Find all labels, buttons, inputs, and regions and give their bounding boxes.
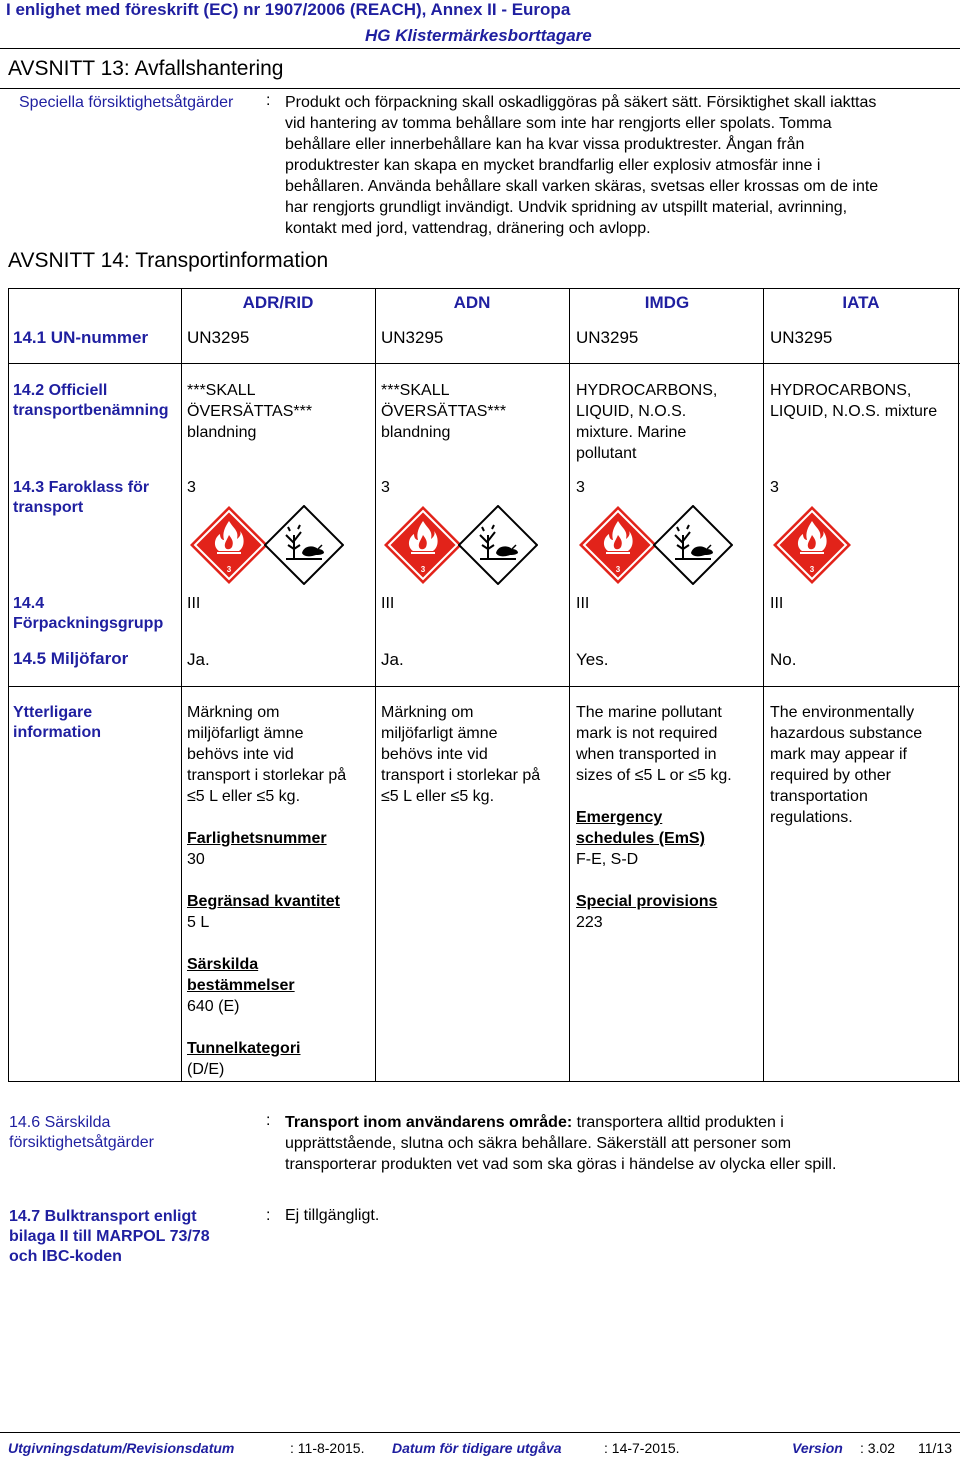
text-line: upprättstående, slutna och säkra behållare. Säkerställ att personer som bbox=[285, 1135, 792, 1152]
section-14-6-colon: : bbox=[266, 1112, 271, 1129]
header-divider bbox=[0, 48, 960, 49]
text-line: required by other bbox=[770, 767, 891, 784]
text-line: behövs inte vid bbox=[381, 746, 488, 763]
env-hazard-adn: Ja. bbox=[381, 650, 404, 669]
text-line: produktrester kan skapa en mycket brandfarlig eller explosiv atmosfär inne i bbox=[285, 157, 821, 174]
additional-info-adn bbox=[381, 702, 566, 807]
text-line bbox=[285, 1112, 955, 1133]
label-line: 14.2 Officiell bbox=[13, 382, 108, 399]
text-line: sizes of ≤5 L or ≤5 kg. bbox=[576, 767, 732, 784]
footer-version-label: Version bbox=[792, 1440, 843, 1456]
hazard-class-adn: 3 bbox=[381, 479, 390, 496]
text-line: ≤5 L eller ≤5 kg. bbox=[187, 788, 301, 805]
text-line: The environmentally bbox=[770, 704, 915, 721]
imdg-special-provisions-label: Special provisions bbox=[576, 893, 718, 910]
hazard-class-imdg: 3 bbox=[576, 479, 585, 496]
row-label-shipping-name bbox=[13, 381, 169, 421]
env-hazard-iata: No. bbox=[770, 650, 797, 669]
text-line: mixture. Marine bbox=[576, 424, 687, 441]
text-line: transporterar produkten vet vad som ska göras i händelse av olycka eller spill. bbox=[285, 1156, 837, 1173]
text-line: blandning bbox=[381, 424, 451, 441]
text-line: ÖVERSÄTTAS*** bbox=[381, 403, 507, 420]
table-col-divider bbox=[181, 288, 182, 1081]
footer-divider bbox=[0, 1432, 960, 1433]
row-label-hazard-class bbox=[13, 478, 149, 518]
label-line: transport bbox=[13, 499, 84, 516]
table-top-border bbox=[8, 288, 960, 289]
section-14-6-label bbox=[9, 1113, 154, 1153]
section-13-label: Speciella försiktighetsåtgärder bbox=[19, 94, 234, 111]
text-line: regulations. bbox=[770, 809, 853, 826]
packing-group-adr: III bbox=[187, 595, 201, 612]
text-line: behövs inte vid bbox=[187, 746, 294, 763]
flammable-liquid-pictogram bbox=[189, 505, 269, 585]
hazard-class-iata: 3 bbox=[770, 479, 779, 496]
hazard-number-label: Farlighetsnummer bbox=[187, 830, 327, 847]
text-line: behållaren. Använda behållare skall varken skäras, svetsas eller krossas om de inte bbox=[285, 178, 879, 195]
tunnel-category-label: Tunnelkategori bbox=[187, 1040, 301, 1057]
ems-value: F-E, S-D bbox=[576, 851, 639, 868]
label-line: försiktighetsåtgärder bbox=[9, 1134, 154, 1151]
section-14-7-value: Ej tillgängligt. bbox=[285, 1207, 380, 1224]
text-line: Produkt och förpackning skall oskadliggöras på säkert sätt. Försiktighet skall iakttas bbox=[285, 94, 877, 111]
document-header-title: I enlighet med föreskrift (EC) nr 1907/2006 (REACH), Annex II - Europa bbox=[6, 0, 571, 19]
limited-quantity-value: 5 L bbox=[187, 914, 210, 931]
environment-hazard-pictogram bbox=[264, 505, 344, 585]
ems-label: Emergency bbox=[576, 809, 663, 826]
packing-group-imdg: III bbox=[576, 595, 590, 612]
label-line: 14.3 Faroklass för bbox=[13, 479, 150, 496]
tunnel-category-value: (D/E) bbox=[187, 1061, 225, 1078]
table-row-divider bbox=[8, 686, 960, 687]
additional-info-iata bbox=[770, 702, 955, 828]
env-hazard-adr: Ja. bbox=[187, 650, 210, 669]
column-header-adr: ADR/RID bbox=[242, 293, 314, 312]
label-line: transportbenämning bbox=[13, 402, 169, 419]
text-line: transportation bbox=[770, 788, 868, 805]
product-name: HG Klistermärkesborttagare bbox=[365, 26, 592, 45]
additional-info-adr bbox=[187, 702, 372, 1080]
text-line: ***SKALL bbox=[187, 382, 256, 399]
un-number-imdg: UN3295 bbox=[576, 328, 639, 347]
env-hazard-imdg: Yes. bbox=[576, 650, 609, 669]
section-13-colon: : bbox=[266, 92, 271, 109]
special-provisions-label: bestämmelser bbox=[187, 977, 295, 994]
row-label-additional-info bbox=[13, 703, 101, 743]
label-line: 14.7 Bulktransport enligt bbox=[9, 1208, 197, 1225]
imdg-special-provisions-value: 223 bbox=[576, 914, 603, 931]
text-line: The marine pollutant bbox=[576, 704, 722, 721]
label-line: bilaga II till MARPOL 73/78 bbox=[9, 1228, 210, 1245]
table-bottom-border bbox=[8, 1081, 960, 1082]
text-line: ***SKALL bbox=[381, 382, 450, 399]
text-line: HYDROCARBONS, bbox=[770, 382, 912, 399]
table-col-divider bbox=[375, 288, 376, 1081]
footer-page-number: 11/13 bbox=[918, 1440, 952, 1456]
table-col-divider bbox=[763, 288, 764, 1081]
flammable-liquid-pictogram bbox=[578, 505, 658, 585]
text-line: ÖVERSÄTTAS*** bbox=[187, 403, 313, 420]
column-header-imdg: IMDG bbox=[644, 293, 690, 312]
packing-group-adn: III bbox=[381, 595, 395, 612]
packing-group-iata: III bbox=[770, 595, 784, 612]
text-line: blandning bbox=[187, 424, 257, 441]
text-line: pollutant bbox=[576, 445, 637, 462]
shipping-name-adn bbox=[381, 380, 506, 443]
table-left-border bbox=[8, 288, 9, 1081]
section-14-6-text bbox=[285, 1112, 955, 1175]
text-line: mark may appear if bbox=[770, 746, 907, 763]
column-header-adn: ADN bbox=[453, 293, 491, 312]
section-13-title: AVSNITT 13: Avfallshantering bbox=[8, 57, 284, 80]
text-line: HYDROCARBONS, bbox=[576, 382, 718, 399]
label-line: och IBC-koden bbox=[9, 1248, 122, 1265]
bold-text: Transport inom användarens område: bbox=[285, 1114, 573, 1131]
text-line: behållare eller innerbehållare kan ha kvar vissa produktrester. Ångan från bbox=[285, 136, 805, 153]
table-col-divider bbox=[569, 288, 570, 1081]
label-line: information bbox=[13, 724, 101, 741]
text-line: miljöfarligt ämne bbox=[381, 725, 498, 742]
hazard-class-adr: 3 bbox=[187, 479, 196, 496]
text-line: Märkning om bbox=[381, 704, 474, 721]
limited-quantity-label: Begränsad kvantitet bbox=[187, 893, 340, 910]
label-line: Ytterligare bbox=[13, 704, 93, 721]
text-line: Märkning om bbox=[187, 704, 280, 721]
section-13-divider bbox=[0, 88, 960, 89]
shipping-name-adr bbox=[187, 380, 312, 443]
section-14-7-label bbox=[9, 1207, 210, 1267]
un-number-adn: UN3295 bbox=[381, 328, 444, 347]
footer-previous-value: : 14-7-2015. bbox=[604, 1440, 680, 1456]
shipping-name-imdg bbox=[576, 380, 717, 464]
footer-previous-label: Datum för tidigare utgåva bbox=[392, 1440, 562, 1456]
label-line: 14.6 Särskilda bbox=[9, 1114, 111, 1131]
special-provisions-label: Särskilda bbox=[187, 956, 259, 973]
text-line: LIQUID, N.O.S. mixture bbox=[770, 403, 938, 420]
text-line: transport i storlekar på bbox=[187, 767, 347, 784]
marine-pollutant-pictogram bbox=[653, 505, 733, 585]
text-line: mark is not required bbox=[576, 725, 718, 742]
footer-revision-value: : 11-8-2015. bbox=[290, 1440, 365, 1456]
section-13-text bbox=[285, 92, 955, 239]
shipping-name-iata bbox=[770, 380, 937, 422]
un-number-iata: UN3295 bbox=[770, 328, 833, 347]
footer-revision-label: Utgivningsdatum/Revisionsdatum bbox=[8, 1440, 235, 1456]
table-right-border bbox=[958, 288, 959, 1081]
row-label-un-number: 14.1 UN-nummer bbox=[13, 328, 149, 347]
section-14-title: AVSNITT 14: Transportinformation bbox=[8, 249, 329, 272]
additional-info-imdg bbox=[576, 702, 761, 933]
text-line: LIQUID, N.O.S. bbox=[576, 403, 687, 420]
flammable-liquid-pictogram bbox=[772, 505, 852, 585]
label-line: Förpackningsgrupp bbox=[13, 615, 164, 632]
un-number-adr: UN3295 bbox=[187, 328, 250, 347]
hazard-number-value: 30 bbox=[187, 851, 205, 868]
flammable-liquid-pictogram bbox=[383, 505, 463, 585]
text-line: ≤5 L eller ≤5 kg. bbox=[381, 788, 495, 805]
text-line: kontakt med jord, vattendrag, dränering och avlopp. bbox=[285, 220, 651, 237]
special-provisions-value: 640 (E) bbox=[187, 998, 240, 1015]
text-line: when transported in bbox=[576, 746, 717, 763]
text-fragment: transportera alltid produkten i bbox=[572, 1114, 784, 1131]
environment-hazard-pictogram bbox=[458, 505, 538, 585]
footer-version-value: : 3.02 bbox=[860, 1440, 896, 1456]
ems-label: schedules (EmS) bbox=[576, 830, 705, 847]
table-row-divider bbox=[8, 363, 960, 364]
label-line: 14.4 bbox=[13, 595, 45, 612]
text-line: hazardous substance bbox=[770, 725, 923, 742]
text-line: miljöfarligt ämne bbox=[187, 725, 304, 742]
section-14-7-colon: : bbox=[266, 1207, 271, 1224]
column-header-iata: IATA bbox=[842, 293, 880, 312]
row-label-packing-group bbox=[13, 594, 163, 634]
text-line: har rengjorts grundligt invändigt. Undvik spridning av utspillt material, avrinning, bbox=[285, 199, 848, 216]
text-line: transport i storlekar på bbox=[381, 767, 541, 784]
row-label-environmental-hazards: 14.5 Miljöfaror bbox=[13, 649, 129, 668]
text-line: vid hantering av tomma behållare som inte har rengjorts eller spolats. Tomma bbox=[285, 115, 832, 132]
